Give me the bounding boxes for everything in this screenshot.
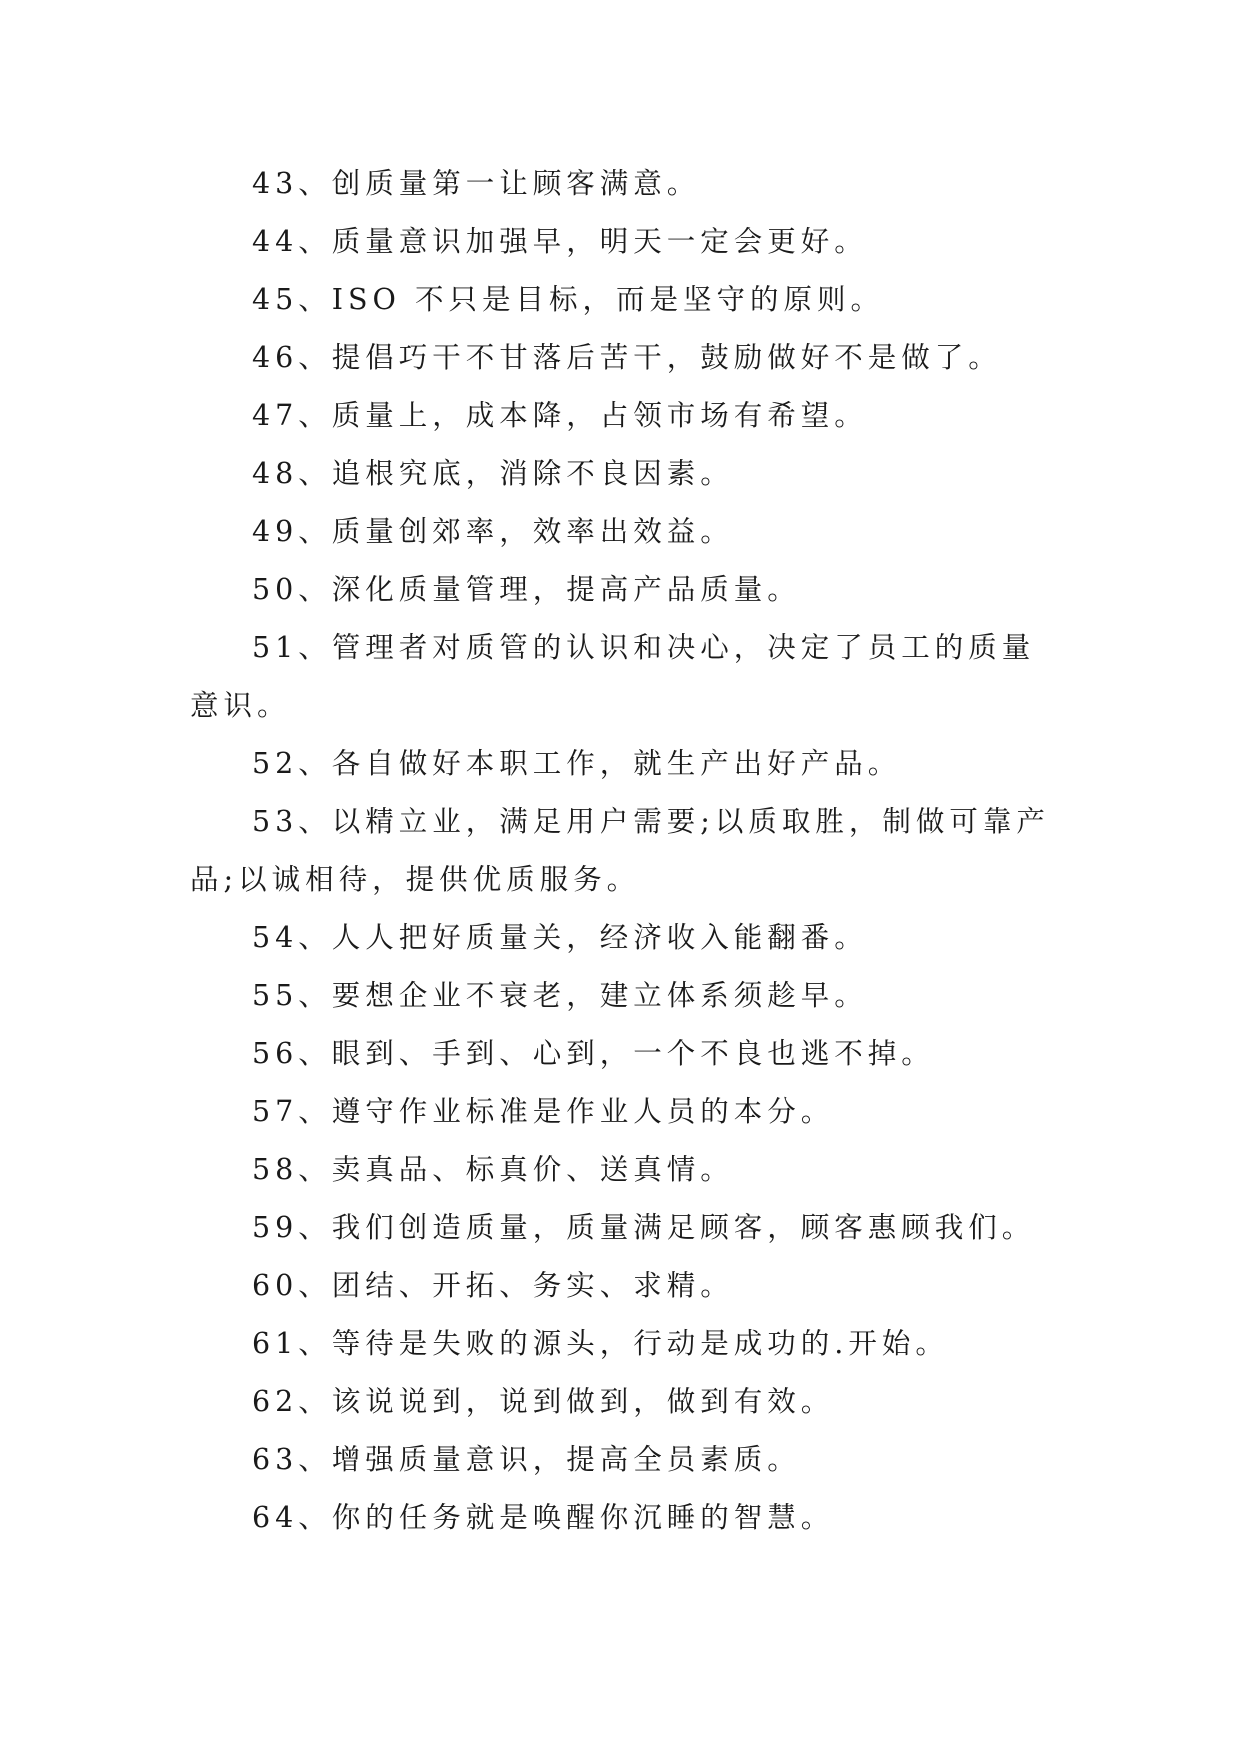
document-body [190, 155, 1056, 1547]
paragraph-55: 55、要想企业不衰老，建立体系须趁早。 [252, 979, 868, 1012]
paragraph-57: 57、遵守作业标准是作业人员的本分。 [252, 1095, 835, 1128]
paragraph-60: 60、团结、开拓、务实、求精。 [252, 1269, 734, 1302]
paragraph-51: 51、管理者对质管的认识和决心，决定了员工的质量意识。 [190, 631, 1036, 722]
paragraph-46: 46、提倡巧干不甘落后苦干，鼓励做好不是做了。 [252, 341, 1002, 374]
paragraph-54: 54、人人把好质量关，经济收入能翻番。 [252, 921, 868, 954]
paragraph-64: 64、你的任务就是唤醒你沉睡的智慧。 [252, 1501, 835, 1534]
paragraph-48: 48、追根究底，消除不良因素。 [252, 457, 734, 490]
paragraph-62: 62、该说说到，说到做到，做到有效。 [252, 1385, 835, 1418]
paragraph-56: 56、眼到、手到、心到，一个不良也逃不掉。 [252, 1037, 935, 1070]
paragraph-44: 44、质量意识加强早，明天一定会更好。 [252, 225, 868, 258]
paragraph-59: 59、我们创造质量，质量满足顾客，顾客惠顾我们。 [252, 1211, 1036, 1244]
paragraph-53: 53、以精立业，满足用户需要;以质取胜，制做可靠产品;以诚相待，提供优质服务。 [190, 805, 1050, 896]
paragraph-52: 52、各自做好本职工作，就生产出好产品。 [252, 747, 902, 780]
paragraph-58: 58、卖真品、标真价、送真情。 [252, 1153, 734, 1186]
paragraph-45: 45、ISO 不只是目标，而是坚守的原则。 [252, 283, 884, 316]
paragraph-63: 63、增强质量意识，提高全员素质。 [252, 1443, 801, 1476]
paragraph-50: 50、深化质量管理，提高产品质量。 [252, 573, 801, 606]
paragraph-49: 49、质量创郊率，效率出效益。 [252, 515, 734, 548]
paragraph-43: 43、创质量第一让顾客满意。 [252, 167, 701, 200]
paragraph-61: 61、等待是失败的源头，行动是成功的.开始。 [252, 1327, 949, 1360]
paragraph-47: 47、质量上，成本降，占领市场有希望。 [252, 399, 868, 432]
